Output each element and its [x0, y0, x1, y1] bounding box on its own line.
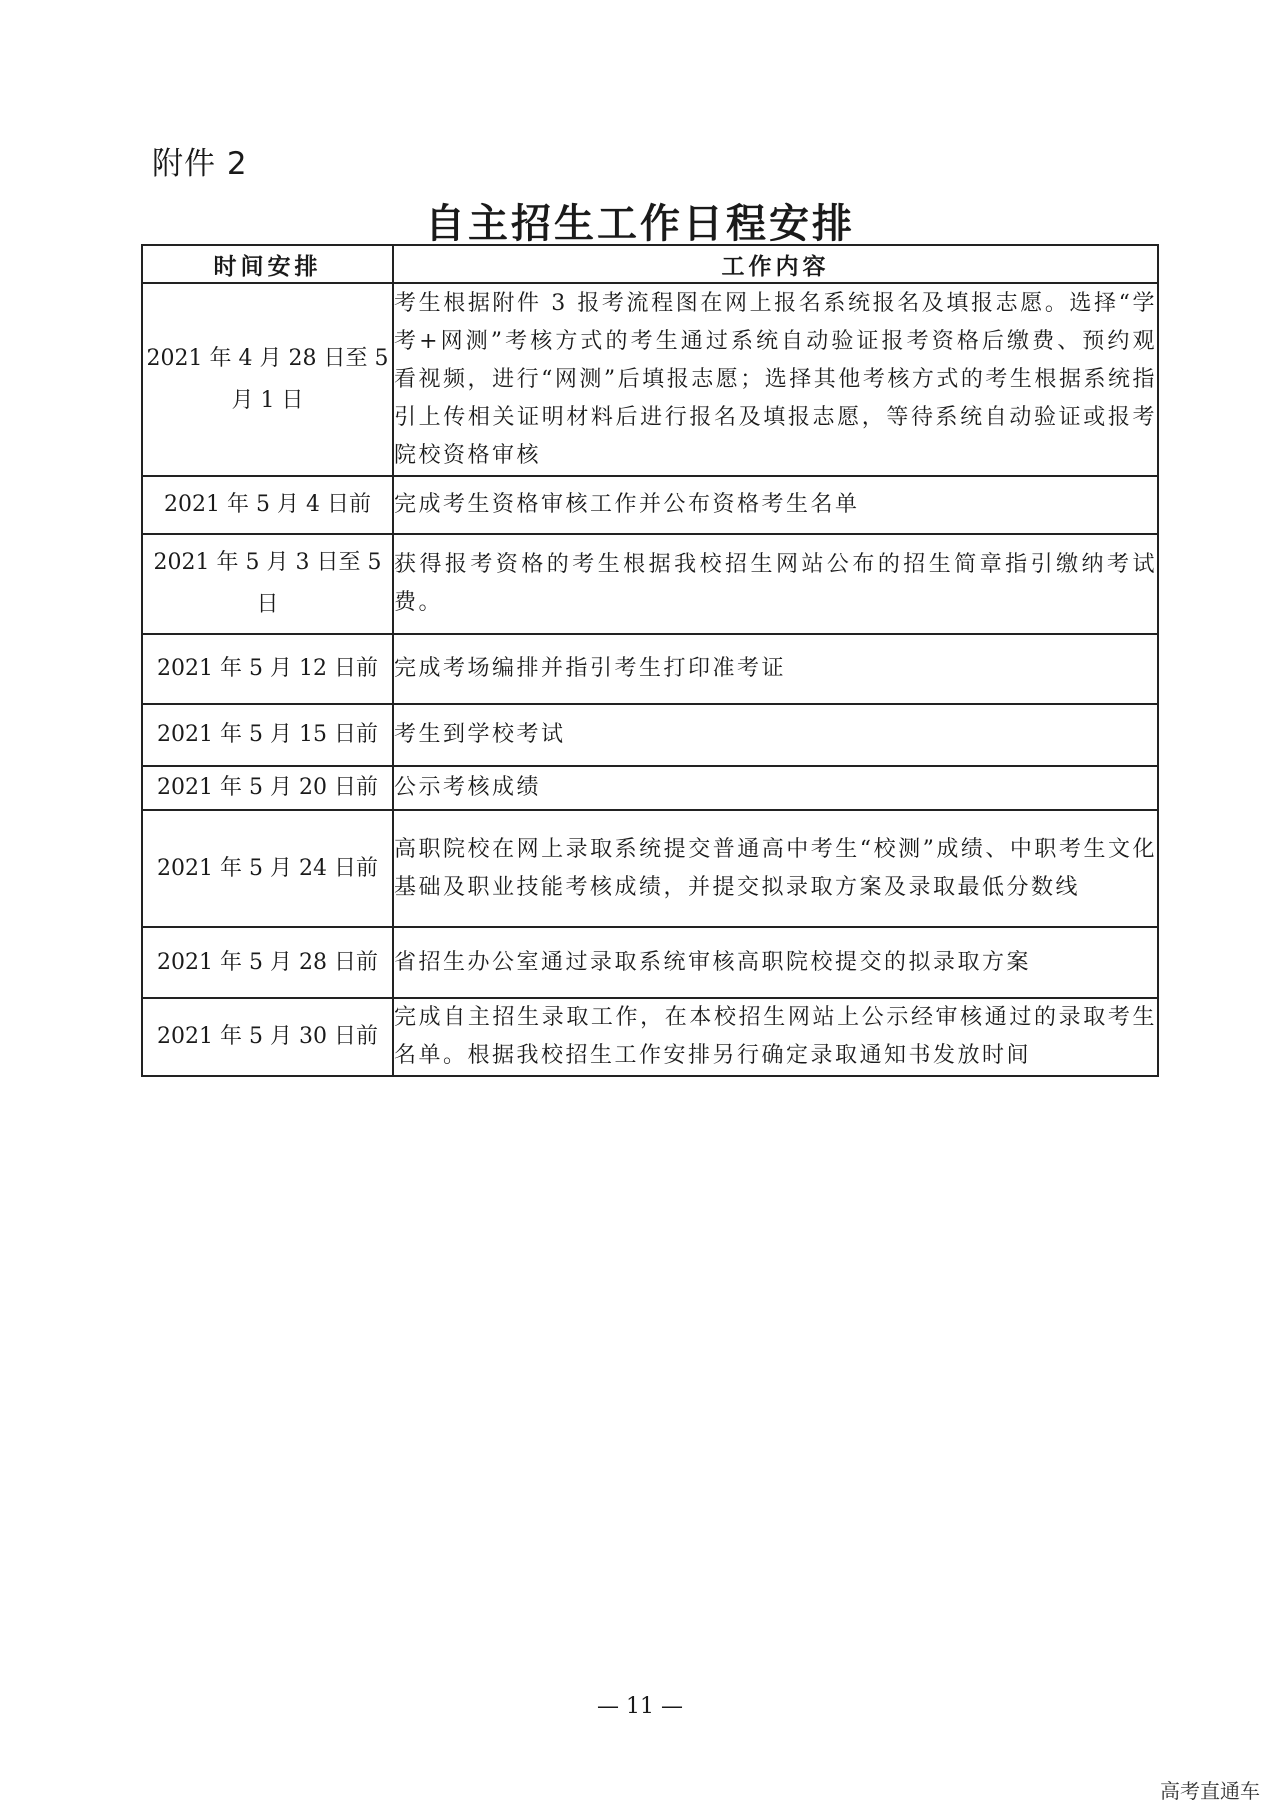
time-cell: 2021 年 5 月 20 日前	[142, 766, 393, 810]
content-cell: 完成考生资格审核工作并公布资格考生名单	[393, 476, 1158, 534]
table-row	[142, 534, 1158, 634]
table-row	[142, 810, 1158, 927]
time-cell: 2021 年 5 月 3 日至 5 日	[142, 534, 393, 634]
watermark: 高考直通车	[1160, 1779, 1260, 1803]
schedule-table	[141, 244, 1159, 1077]
content-cell: 完成自主招生录取工作，在本校招生网站上公示经审核通过的录取考生名单。根据我校招生工作安排另行确定录取通知书发放时间	[393, 998, 1158, 1076]
time-cell: 2021 年 5 月 28 日前	[142, 927, 393, 998]
time-cell: 2021 年 5 月 12 日前	[142, 634, 393, 704]
time-cell: 2021 年 5 月 30 日前	[142, 998, 393, 1076]
table-row	[142, 634, 1158, 704]
content-cell: 完成考场编排并指引考生打印准考证	[393, 634, 1158, 704]
page-number: — 11 —	[597, 1694, 683, 1719]
attachment-label: 附件 2	[152, 146, 248, 182]
table-row	[142, 476, 1158, 534]
table-header-row	[142, 245, 1158, 283]
table-row	[142, 704, 1158, 766]
table-row	[142, 766, 1158, 810]
content-cell: 高职院校在网上录取系统提交普通高中考生“校测”成绩、中职考生文化基础及职业技能考核成绩，并提交拟录取方案及录取最低分数线	[393, 810, 1158, 927]
content-cell: 公示考核成绩	[393, 766, 1158, 810]
header-time: 时间安排	[142, 245, 393, 283]
content-cell: 考生根据附件 3 报考流程图在网上报名系统报名及填报志愿。选择“学考+网测”考核方式的考生通过系统自动验证报考资格后缴费、预约观看视频，进行“网测”后填报志愿；选择其他考核方式的考生根据系统指引上传相关证明材料后进行报名及填报志愿，等待系统自动验证或报考院校资格审核	[393, 283, 1158, 476]
content-cell: 省招生办公室通过录取系统审核高职院校提交的拟录取方案	[393, 927, 1158, 998]
table-row	[142, 998, 1158, 1076]
time-cell: 2021 年 5 月 15 日前	[142, 704, 393, 766]
time-cell: 2021 年 4 月 28 日至 5 月 1 日	[142, 283, 393, 476]
time-cell: 2021 年 5 月 4 日前	[142, 476, 393, 534]
time-cell: 2021 年 5 月 24 日前	[142, 810, 393, 927]
header-content: 工作内容	[393, 245, 1158, 283]
content-cell: 获得报考资格的考生根据我校招生网站公布的招生简章指引缴纳考试费。	[393, 534, 1158, 634]
content-cell: 考生到学校考试	[393, 704, 1158, 766]
document-title: 自主招生工作日程安排	[425, 200, 855, 247]
table-row	[142, 927, 1158, 998]
table-row	[142, 283, 1158, 476]
